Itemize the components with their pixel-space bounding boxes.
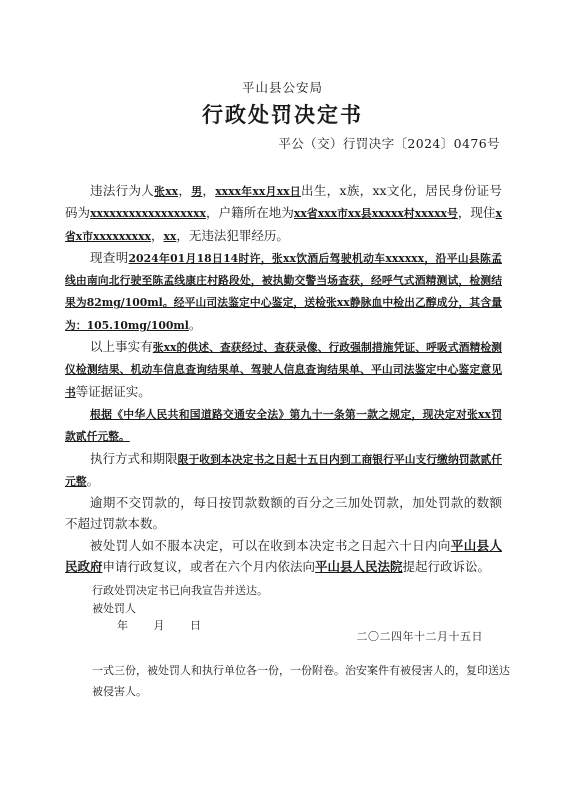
evidence-paragraph	[65, 336, 502, 403]
text: 以上事实有	[90, 339, 153, 355]
text: ，户籍所在地为	[205, 205, 294, 221]
document-number: 平公（交）行罚决字〔2024〕0476号	[278, 136, 500, 151]
review-authority: 平山县人民政府	[65, 537, 502, 575]
signature-date-placeholder: 年 月 日	[117, 619, 201, 632]
text: ，	[178, 183, 192, 198]
evidence-list: 张xx的供述、查获经过、查获录像、行政强制措施凭证、呼吸式酒精检测仪检测结果、机动车信息查询结果单、驾驶人信息查询结果单、平山司法鉴定中心鉴定意见书	[65, 341, 502, 399]
decision-text: 根据《中华人民共和国道路交通安全法》第九十一条第一款之规定，现决定对张xx罚款贰仟元整。	[65, 407, 502, 444]
text: 提起行政诉讼。	[402, 559, 491, 575]
text: 等证据证实。	[75, 383, 151, 399]
text: 违法行为人	[90, 183, 155, 198]
penalized-person-label: 被处罚人	[92, 602, 136, 615]
facts-text: 2024年01月18日14时许，张xx饮酒后驾驶机动车xxxxxx，沿平山县陈孟线由南向北行驶至陈孟线康庄村路段处，被执勤交警当场查获，经呼气式酒精测试，检测结果为82mg/100ml。经平山司法鉴定中心鉴定，送检张xx静脉血中检出乙醇成分，其含量为：105.10mg/100ml	[65, 251, 502, 332]
text: ，现住	[457, 205, 496, 221]
offender-birth: xxxx年xx月xx日	[215, 185, 302, 198]
execution-paragraph	[65, 448, 502, 493]
offender-info-paragraph	[65, 180, 502, 247]
offender-id-number: xxxxxxxxxxxxxxxxxx	[90, 207, 206, 221]
document-body	[65, 180, 502, 577]
issue-date: 二〇二四年十二月十五日	[356, 630, 483, 643]
text: 执行方式和期限	[90, 450, 178, 466]
text: 被处罚人如不服本决定，可以在收到本决定书之日起六十日内向	[90, 537, 451, 553]
offender-household: xx省xxx市xx县xxxxx村xxxxx号	[293, 207, 458, 221]
overdue-paragraph: 逾期不交罚款的，每日按罚款数额的百分之三加处罚款，加处罚款的数额不超过罚款本数。	[65, 495, 502, 532]
offender-name: 张xx	[154, 185, 179, 198]
text: 。	[86, 472, 100, 488]
text: ，	[150, 227, 164, 243]
service-statement: 行政处罚决定书已向我宣告并送达。	[92, 584, 268, 597]
court-name: 平山县人民法院	[315, 559, 403, 575]
text: 现查明	[90, 249, 129, 265]
appeal-paragraph	[65, 535, 502, 578]
offender-occupation: xx	[163, 229, 177, 243]
offender-residence: x省x市xxxxxxxxx	[65, 207, 502, 243]
footer-note: 一式三份，被处罚人和执行单位各一份，一份附卷。治安案件有被侵害人的，复印送达被侵害人。	[92, 664, 510, 698]
execution-text: 限于收到本决定书之日起十五日内到工商银行平山支行缴纳罚款贰仟元整	[65, 452, 502, 488]
decision-paragraph	[65, 403, 502, 448]
text: 。	[188, 316, 202, 332]
offender-gender: 男	[191, 185, 203, 198]
text: 申请行政复议，或者在六个月内依法向	[102, 559, 316, 575]
agency-name: 平山县公安局	[241, 80, 323, 95]
text: 出生，x族，xx文化，居民身份证号码为	[65, 183, 502, 221]
document-title: 行政处罚决定书	[202, 102, 363, 127]
text: ，无违法犯罪经历。	[176, 227, 289, 243]
facts-paragraph	[65, 247, 502, 336]
text: ，	[202, 183, 216, 198]
